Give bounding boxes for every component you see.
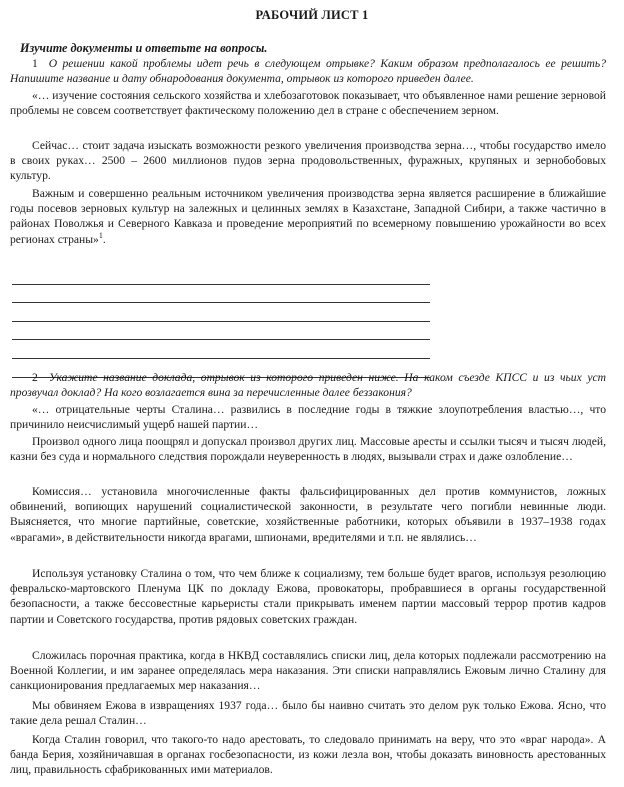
task-instruction: Изучите документы и ответьте на вопросы.	[20, 41, 268, 55]
q2-paragraph-3: Комиссия… установила многочисленные факты фальсифицированных дел против коммунистов, ложных обвинений, вопиющих нарушений социалистической законности, в результате чего погибли невинные люди. Выясняется, что многие партийные, советские, хозяйственные работники, которых объявили в 1937–1938 годах «врагами», в действительности никогда врагами, шпионами, вредителями и т.п. не являлись…	[10, 485, 606, 544]
q2-paragraph-7: Когда Сталин говорил, что такого-то надо арестовать, то следовало принимать на веру, что это «враг народа». А банда Берия, хозяйничавшая в органах госбезопасности, из кожи лезла вон, чтобы доказать виновность арестованных лиц, правильность сфабрикованных ими материалов.	[10, 733, 606, 777]
footnote-mark: 1	[98, 230, 103, 240]
q1-paragraph-2: Сейчас… стоит задача изыскать возможности резкого увеличения производства зерна…, чтобы государство имело в своих руках… 2500 – 2600 миллионов пудов зерна продовольственных, фуражных, крупяных и зернобобовых культур.	[10, 139, 606, 183]
q2-paragraph-2: Произвол одного лица поощрял и допускал произвол других лиц. Массовые аресты и ссылки тысяч и тысяч людей, казни без суда и нормального следствия порождали неуверенность в людях, вызывали страх и даже озлобление…	[10, 435, 606, 464]
question-1	[10, 56, 606, 86]
q2-paragraph-1: «… отрицательные черты Сталина… развились в последние годы в тяжкие злоупотребления властью…, что причинило неисчислимый ущерб нашей партии…	[10, 403, 606, 432]
question-2-text: Укажите название доклада, отрывок из которого приведен ниже. На каком съезде КПСС и из чьих уст прозвучал доклад? На кого возлагается вина за перечисленные далее беззакония?	[10, 371, 606, 400]
q1-paragraph-3	[10, 186, 606, 247]
q2-paragraph-5: Сложилась порочная практика, когда в НКВД составлялись списки лиц, дела которых подлежали рассмотрению на Военной Коллегии, и им заранее определялась мера наказания. Эти списки направлялись Ежовым лично Сталину для санкционирования предлагаемых мер наказания…	[10, 649, 606, 693]
q2-paragraph-4: Используя установку Сталина о том, что чем ближе к социализму, тем больше будет врагов, используя резолюцию февральско-мартовского Пленума ЦК по докладу Ежова, провокаторы, пробравшиеся в органы государственной безопасности, а также бессовестные карьеристы стали прикрывать именем партии массовый террор против кадров партии и Советского государства, против рядовых советских граждан.	[10, 567, 606, 626]
answer-line[interactable]	[12, 303, 430, 322]
question-2	[10, 370, 606, 400]
answer-line[interactable]	[12, 322, 430, 341]
q1-paragraph-1: «… изучение состояния сельского хозяйства и хлебозаготовок показывает, что объявленное нами решение зерновой проблемы не совсем соответствует фактическому положению дел в стране с обеспечением зерном.	[10, 89, 606, 118]
question-1-number: 1	[32, 57, 38, 70]
question-2-number: 2	[32, 371, 38, 384]
q2-paragraph-6: Мы обвиняем Ежова в извращениях 1937 года… было бы наивно считать это делом рук только Ежова. Ясно, что такие дела решал Сталин…	[10, 699, 606, 728]
answer-line[interactable]	[12, 340, 430, 359]
question-1-text: О решении какой проблемы идет речь в следующем отрывке? Каким образом предполагалось ее решить? Напишите название и дату обнародования документа, отрывок из которого приведен далее.	[10, 57, 607, 86]
q1-paragraph-3-tail: .	[102, 232, 106, 246]
answer-lines-1	[12, 266, 430, 378]
answer-line[interactable]	[12, 266, 430, 285]
answer-line[interactable]	[12, 285, 430, 304]
q1-paragraph-3-text: Важным и совершенно реальным источником увеличения производства зерна является расширение в ближайшие годы посевов зерновых культур на залежных и целинных землях в Казахстане, Западной Сибири, а также частично в районах Поволжья и Северного Кавказа и проведение мероприятий по всемерному повышению урожайности во всех регионах страны»	[10, 187, 606, 246]
worksheet-title: РАБОЧИЙ ЛИСТ 1	[255, 8, 369, 22]
